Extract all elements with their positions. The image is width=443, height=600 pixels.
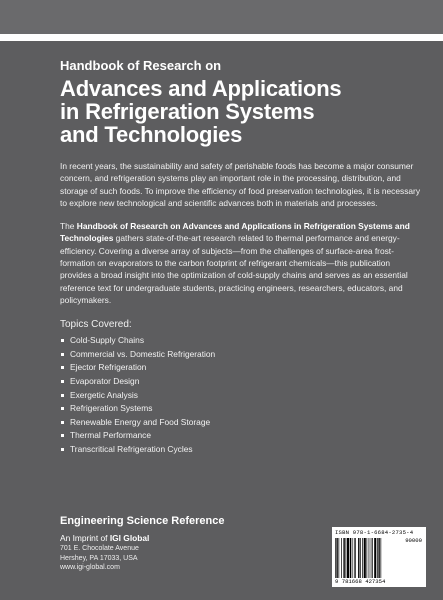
topics-heading: Topics Covered: [60,319,132,331]
barcode-bar [347,538,349,578]
imprint-prefix: An Imprint of [60,533,110,543]
paragraph-2-bold-title: Handbook of Research on Advances and Applications in Refrigeration Systems and Technologies [60,221,410,244]
barcode-bar [343,538,344,578]
barcode [332,527,426,587]
topic-item: Renewable Energy and Food Storage [60,416,420,430]
barcode-bar [341,538,342,578]
barcode-bar [355,538,356,578]
title-overline: Handbook of Research on [60,58,222,73]
barcode-bar [335,538,336,578]
barcode-bar [367,538,368,578]
barcode-bars [335,538,399,578]
barcode-bar [350,538,351,578]
price-code: 90000 [405,537,422,544]
book-title-line-1: Advances and Applications [60,76,342,101]
barcode-bar [377,538,378,578]
imprint-company: IGI Global [109,533,150,543]
barcode-bar [354,538,355,578]
publisher-block [60,515,280,573]
barcode-bar [362,538,363,578]
barcode-bar [374,538,376,578]
barcode-digits: 9 781668 427354 [335,578,386,585]
book-title-line-2: in Refrigeration Systems [60,99,315,124]
topic-item: Thermal Performance [60,429,420,443]
isbn-label: ISBN 978-1-6684-2735-4 [335,529,414,536]
topic-item: Cold-Supply Chains [60,334,420,348]
topic-item: Ejector Refrigeration [60,361,420,375]
barcode-bar [360,538,361,578]
topic-item: Transcritical Refrigeration Cycles [60,443,420,457]
barcode-bar [372,538,373,578]
paragraph-2-rest: gathers state-of-the-art research related to thermal performance and energy-efficiency. Covering a diverse array of subjects—from the challenges of surface-area frost-formation on evaporators to the carbon footprint of refrigerant chemicals—this publication provides a broad insight into the optimization of cold-supply chains and serves as an essential reference text for undergraduate students, practicing engineers, researchers, educators, and policymakers. [60,233,408,305]
imprint-name: Engineering Science Reference [60,515,225,527]
top-white-rule [0,34,443,41]
address-street: 701 E. Chocolate Avenue [60,545,139,552]
imprint-line [60,533,280,544]
book-title [60,77,420,146]
cover-content [60,58,420,457]
barcode-bar [352,538,353,578]
topic-item: Exergetic Analysis [60,389,420,403]
barcode-bar [378,538,379,578]
barcode-bar [369,538,370,578]
barcode-bar [371,538,372,578]
description-paragraph-2 [60,220,420,306]
address-city: Hershey, PA 17033, USA [60,554,138,562]
topic-item: Evaporator Design [60,375,420,389]
publisher-website: www.igi-global.com [60,564,120,571]
barcode-bar [364,538,366,578]
topic-item: Refrigeration Systems [60,402,420,416]
book-title-line-3: and Technologies [60,122,243,147]
barcode-bar [339,538,340,578]
barcode-bar [381,538,382,578]
topics-list [60,334,420,456]
paragraph-2-lead: The [60,221,77,232]
topic-item: Commercial vs. Domestic Refrigeration [60,348,420,362]
barcode-bar [346,538,347,578]
barcode-bar [336,538,337,578]
description-paragraph-1: In recent years, the sustainability and safety of perishable foods has become a major consumer concern, and refrigeration systems play an important role in the processing, distribution, and storage of such foods. To improve the efficiency of food preservation technologies, it is necessary to explore new technological and scientific advances both in materials and processes. [60,161,421,208]
barcode-bar [358,538,359,578]
